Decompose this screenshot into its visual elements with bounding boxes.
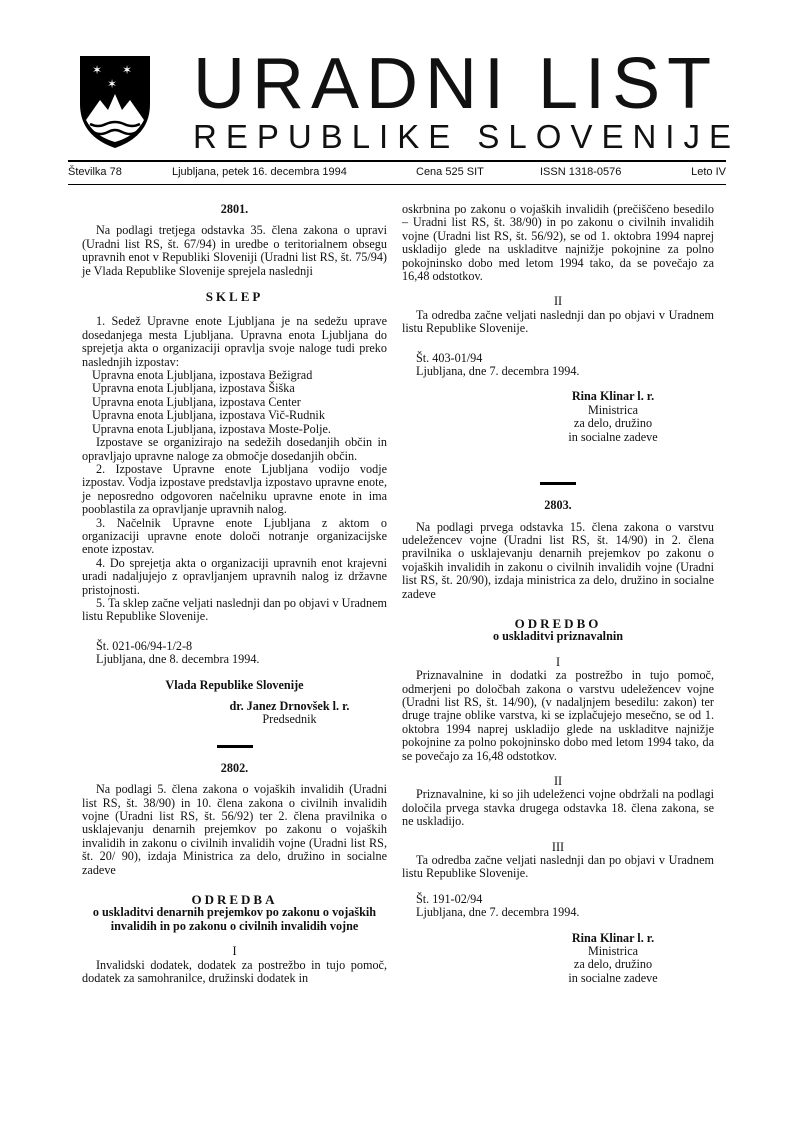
act-number: 2802.	[220, 760, 249, 775]
signatory: dr. Janez Drnovšek l. r.	[229, 699, 350, 713]
reference-number: Št. 191-02/94	[416, 891, 483, 906]
section-separator	[217, 745, 253, 748]
act-intro: Na podlagi 5. člena zakona o vojaških invalidih (Uradni list RS, št. 38/90) in 10. člena zakona o civilnih invalidih vojne (Uradni list RS, št. 56/92) ter 2. člena pravilnika o usklajevanju denarnih prejemkov po zakonu o vojaških invalidih in zakonu o civilnih invalidih vojne (Uradni list RS, št. 20/ 90), izdaja Ministrica za delo, družino in socialne zadeve	[82, 782, 387, 877]
masthead-rule-bottom	[68, 184, 726, 185]
paragraph: Ta odredba začne veljati naslednji dan po objavi v Uradnem listu Republike Slovenije.	[402, 853, 714, 881]
act-subheading: o uskladitvi priznavalnin	[492, 629, 624, 644]
signatory-role: Ministrica	[587, 402, 639, 417]
svg-text:✶: ✶	[122, 63, 133, 77]
publication-subtitle: REPUBLIKE SLOVENIJE	[193, 118, 740, 155]
signatory-role: in socialne zadeve	[568, 970, 658, 985]
signatory-role: Predsednik	[262, 712, 317, 727]
reference-number: Št. 021-06/94-1/2-8	[96, 638, 193, 653]
paragraph: Invalidski dodatek, dodatek za postrežbo in tujo pomoč, dodatek za samohranilce, družinski dodatek in	[82, 957, 387, 986]
article-number: II	[553, 774, 563, 788]
paragraph: Priznavalnine in dodatki za postrežbo in tujo pomoč, odmerjeni po določbah zakona o varstvu udeležencev vojne (Uradni list RS, št. 14/90), (v nadaljnjem besedilu: zakon) ter druge trajne oblike varstva, ki se izplačujejo mesečno, se od 1. oktobra 1994 naprej uskladijo glede na uskladitve najnižje pokojnine za polno pokojninsko dobo med letom 1994 tako, da se povečajo za 16,48 odstotkov.	[402, 668, 714, 763]
act-heading: ODREDBA	[191, 892, 278, 908]
act-intro: Na podlagi prvega odstavka 15. člena zakona o varstvu udeležencev vojne (Uradni list RS, št. 14/90) in 2. člena pravilnika o usklajevanju denarnih prejemkov po zakonu o vojaških invalidih in zakonu o civilnih invalidih vojne (Uradni list RS, št. 20/90), izdaja ministrica za delo, družino in socialne zadeve	[402, 519, 714, 601]
act-intro: Na podlagi tretjega odstavka 35. člena zakona o upravi (Uradni list RS, št. 67/94) in uredbe o teritorialnem obsegu upravnih enot v Republiki Sloveniji (Uradni list RS, št. 75/94) je Vlada Republike Slovenije sprejela naslednji	[82, 223, 387, 278]
signatory-role: Ministrica	[587, 944, 639, 959]
issue-info-bar	[68, 166, 726, 182]
issue-place-date: Ljubljana, petek 16. decembra 1994	[172, 166, 347, 178]
section-separator	[540, 482, 576, 485]
issue-volume: Leto IV	[691, 166, 726, 178]
publication-title: URADNI LIST	[193, 44, 719, 124]
article-number: I	[232, 944, 237, 959]
svg-text:✶: ✶	[107, 77, 118, 91]
article-number: III	[551, 839, 565, 854]
branch-list	[82, 369, 387, 436]
paragraph: 2. Izpostave Upravne enote Ljubljana vodijo vodje izpostav. Vodja izpostave predstavlja izpostavo upravne enote, je neposredno odgovoren načelniku upravne enote in ima pooblastila za opravljanje upravnih nalog.	[82, 461, 387, 517]
act-heading: ODREDBO	[514, 615, 602, 631]
act-number: 2803.	[544, 498, 572, 513]
issue-number: Številka 78	[68, 166, 122, 178]
act-number: 2801.	[220, 202, 249, 216]
signatory-role: in socialne zadeve	[568, 429, 658, 444]
act-heading: SKLEP	[205, 289, 264, 305]
paragraph: 1. Sedež Upravne enote Ljubljana je na sedežu uprave dosedanjega mesta Ljubljana. Upravna enota Ljubljana do sprejetja akta o organizaciji opravlja svoje naloge tudi preko naslednjih izpostav:	[82, 314, 387, 369]
paragraph: 3. Načelnik Upravne enote Ljubljana z aktom o organizaciji upravne enote določi notranje organizacijske enote izpostav.	[82, 515, 387, 557]
article-number: II	[553, 294, 563, 309]
svg-text:✶: ✶	[92, 63, 103, 77]
article-number: I	[555, 654, 561, 669]
list-item: Upravna enota Ljubljana, izpostava Šiška	[92, 381, 295, 396]
paragraph: oskrbnina po zakonu o vojaških invalidih (prečiščeno besedilo – Uradni list RS, št. 38/90) in po zakonu o civilnih invalidih vojne (Uradni list RS, št. 56/92), se od 1. oktobra 1994 naprej uskladijo glede na uskladitve najnižje pokojnine za polno pokojninsko dobo med letom 1994 tako, da se povečajo za 16,48 odstotkov.	[402, 202, 714, 284]
right-column	[402, 203, 714, 985]
list-item: Upravna enota Ljubljana, izpostava Center	[92, 394, 301, 409]
issue-price: Cena 525 SIT	[416, 166, 484, 178]
issuing-body: Vlada Republike Slovenije	[165, 677, 304, 692]
reference-number: Št. 403-01/94	[416, 350, 483, 365]
paragraph: 4. Do sprejetja akta o organizaciji upravnih enot krajevni uradi nadaljujejo z opravljanjem upravnih nalog iz državne pristojnosti.	[82, 555, 387, 597]
coat-of-arms-emblem	[78, 54, 152, 150]
signatory: Rina Klinar l. r.	[571, 930, 655, 945]
paragraph: Priznavalnine, ki so jih udeleženci vojne obdržali na podlagi določila prvega stavka drugega odstavka 18. člena zakona, se ne uskladijo.	[402, 787, 714, 829]
issue-date: Ljubljana, dne 7. decembra 1994.	[416, 364, 580, 379]
issue-date: Ljubljana, dne 8. decembra 1994.	[96, 652, 260, 667]
signatory: Rina Klinar l. r.	[571, 389, 655, 404]
paragraph: Ta odredba začne veljati naslednji dan po objavi v Uradnem listu Republike Slovenije.	[402, 307, 714, 336]
masthead-rule	[68, 160, 726, 162]
issue-issn: ISSN 1318-0576	[540, 166, 622, 178]
paragraph: Izpostave se organizirajo na sedežih dosedanjih občin in opravljajo upravne naloge za območje dosedanjih občin.	[82, 435, 387, 463]
signatory-role: za delo, družino	[573, 416, 653, 431]
paragraph: 5. Ta sklep začne veljati naslednji dan po objavi v Uradnem listu Republike Slovenije.	[82, 595, 387, 624]
list-item: Upravna enota Ljubljana, izpostava Moste-Polje.	[92, 421, 331, 436]
left-column	[82, 203, 387, 986]
list-item: Upravna enota Ljubljana, izpostava Bežigrad	[92, 368, 313, 383]
list-item: Upravna enota Ljubljana, izpostava Vič-Rudnik	[92, 408, 325, 423]
act-subheading: o uskladitvi denarnih prejemkov po zakonu o vojaških invalidih in po zakonu o civilnih invalidih vojne	[92, 905, 377, 933]
signatory-role: za delo, družino	[573, 957, 653, 972]
issue-date: Ljubljana, dne 7. decembra 1994.	[416, 905, 580, 920]
